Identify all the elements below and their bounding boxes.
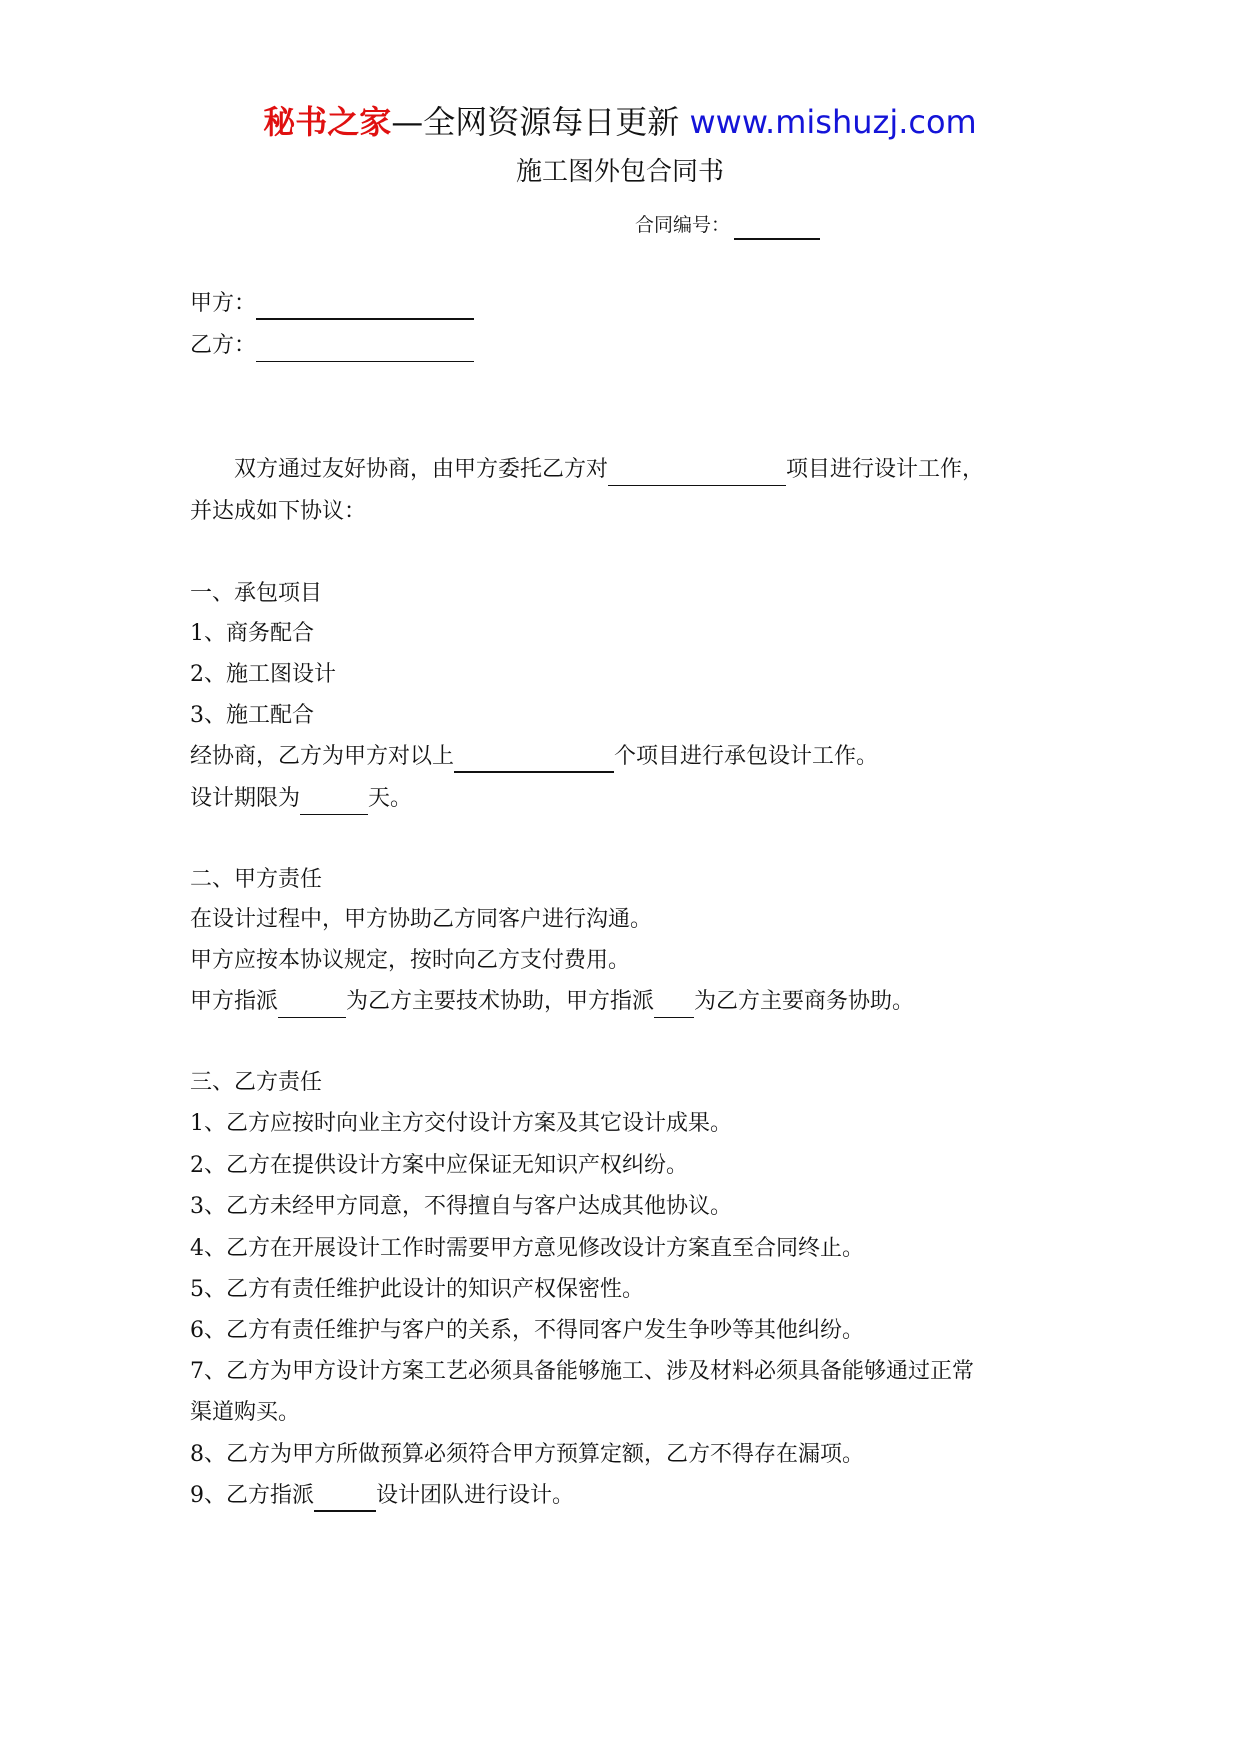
party-a-label: 甲方： [190,291,257,316]
section-1-heading: 一、承包项目 [190,581,323,606]
section-1-item: 2、施工图设计 [190,662,336,687]
team-assignment-line [190,1480,574,1512]
party-b-blank [256,337,474,362]
intro-line-1 [234,454,984,486]
period-line [190,783,412,815]
party-a-blank [256,294,474,320]
assignment-text-b: 为乙方主要技术协助，甲方指派 [346,989,655,1014]
section-2-line: 在设计过程中，甲方协助乙方同客户进行沟通。 [190,907,653,932]
section-3-item-continued: 渠道购买。 [190,1400,301,1425]
intro-text-a: 双方通过友好协商，由甲方委托乙方对 [234,457,609,482]
business-assistant-blank [654,993,694,1018]
period-days-blank [300,790,368,815]
scope-line [190,741,878,773]
section-3-item: 2、乙方在提供设计方案中应保证无知识产权纠纷。 [190,1153,688,1178]
project-name-blank [608,461,786,486]
assignment-line [190,986,914,1018]
section-3-item: 8、乙方为甲方所做预算必须符合甲方预算定额，乙方不得存在漏项。 [190,1442,864,1467]
assignment-text-a: 甲方指派 [190,989,279,1014]
tech-assistant-blank [278,993,346,1018]
party-b-line [190,330,474,362]
section-3-item: 3、乙方未经甲方同意，不得擅自与客户达成其他协议。 [190,1194,732,1219]
project-count-blank [454,747,614,773]
section-3-item: 5、乙方有责任维护此设计的知识产权保密性。 [190,1277,644,1302]
contract-number-label: 合同编号： [635,214,731,236]
brand-name: 秘书之家 [263,103,392,141]
section-1-item: 1、商务配合 [190,621,314,646]
team-text-a: 9、乙方指派 [190,1483,314,1508]
document-title: 施工图外包合同书 [515,157,724,187]
party-a-line [190,288,474,320]
section-3-item: 4、乙方在开展设计工作时需要甲方意见修改设计方案直至合同终止。 [190,1236,864,1261]
section-3-item: 7、乙方为甲方设计方案工艺必须具备能够施工、涉及材料必须具备能够通过正常 [190,1359,974,1384]
scope-text-b: 个项目进行承包设计工作。 [614,744,879,769]
section-2-line: 甲方应按本协议规定，按时向乙方支付费用。 [190,948,631,973]
site-banner [0,100,1240,144]
section-3-item: 6、乙方有责任维护与客户的关系，不得同客户发生争吵等其他纠纷。 [190,1318,864,1343]
section-3-item: 1、乙方应按时向业主方交付设计方案及其它设计成果。 [190,1111,732,1136]
intro-line-2: 并达成如下协议： [190,499,367,524]
contract-number-line [635,210,820,240]
site-url-link[interactable]: www.mishuzj.com [689,103,977,141]
team-text-b: 设计团队进行设计。 [376,1483,575,1508]
section-1-item: 3、施工配合 [190,703,314,728]
period-text-a: 设计期限为 [190,786,301,811]
section-2-heading: 二、甲方责任 [190,867,323,892]
assignment-text-c: 为乙方主要商务协助。 [694,989,915,1014]
intro-text-b: 项目进行设计工作， [786,457,985,482]
design-team-blank [314,1486,376,1512]
scope-text-a: 经协商，乙方为甲方对以上 [190,744,455,769]
section-3-heading: 三、乙方责任 [190,1070,323,1095]
contract-number-blank [734,216,820,240]
period-text-b: 天。 [368,786,413,811]
party-b-label: 乙方： [190,333,257,358]
slogan: —全网资源每日更新 [391,103,680,141]
